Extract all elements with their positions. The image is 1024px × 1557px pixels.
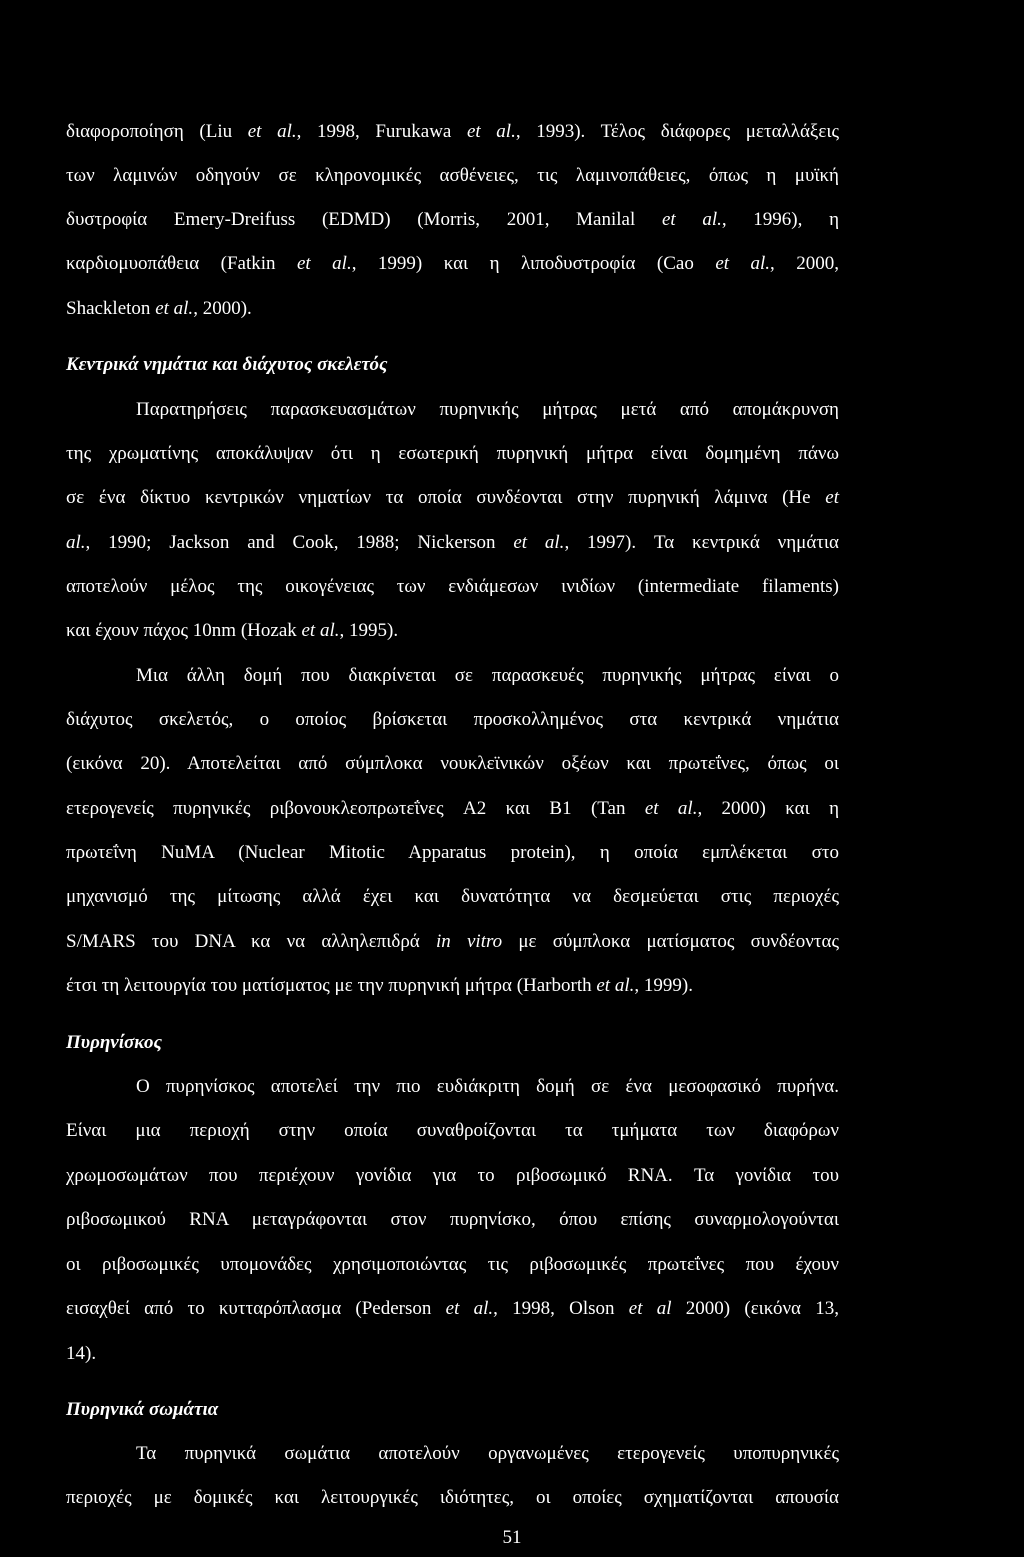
text-line: Shackleton et al., 2000). <box>66 298 252 319</box>
text-line: 14). <box>66 1343 97 1364</box>
text-line: και έχουν πάχος 10nm (Hozak et al., 1995). <box>66 620 399 641</box>
section-heading: Πυρηνικά σωμάτια <box>66 1399 219 1420</box>
page-number: 51 <box>502 1527 522 1548</box>
text-line: εισαχθεί από το κυτταρόπλασμα (Pederson et al., 1998, Olson et al 2000) (εικόνα 13, <box>66 1298 839 1319</box>
text-line: (εικόνα 20). Αποτελείται από σύμπλοκα νουκλεϊνικών οξέων και πρωτεΐνες, όπως οι <box>66 753 839 774</box>
text-line: διαφοροποίηση (Liu et al., 1998, Furukawa et al., 1993). Τέλος διάφορες μεταλλάξεις <box>66 121 840 142</box>
text-line: Είναι μια περιοχή στην οποία συναθροίζονται τα τμήματα των διαφόρων <box>66 1120 839 1141</box>
section-heading: Κεντρικά νημάτια και διάχυτος σκελετός <box>66 354 388 375</box>
text-line: ριβοσωμικού RNA μεταγράφονται στον πυρηνίσκο, όπου επίσης συναρμολογούνται <box>66 1209 839 1230</box>
text-line: Τα πυρηνικά σωμάτια αποτελούν οργανωμένες ετερογενείς υποπυρηνικές <box>136 1443 839 1464</box>
text-line: αποτελούν μέλος της οικογένειας των ενδιάμεσων ινιδίων (intermediate filaments) <box>66 576 839 597</box>
text-line: S/MARS του DNA κα να αλληλεπιδρά in vitro με σύμπλοκα ματίσματος συνδέοντας <box>66 931 839 952</box>
text-line: σε ένα δίκτυο κεντρικών νηματίων τα οποία συνδέονται στην πυρηνική λάμινα (He et <box>66 487 839 508</box>
text-line: al., 1990; Jackson and Cook, 1988; Nickerson et al., 1997). Τα κεντρικά νημάτια <box>66 532 839 553</box>
text-line: χρωμοσωμάτων που περιέχουν γονίδια για το ριβοσωμικό RNA. Τα γονίδια του <box>66 1165 839 1186</box>
text-line: της χρωματίνης αποκάλυψαν ότι η εσωτερική πυρηνική μήτρα είναι δομημένη πάνω <box>66 443 839 464</box>
text-line: οι ριβοσωμικές υπομονάδες χρησιμοποιώντας τις ριβοσωμικές πρωτεΐνες που έχουν <box>66 1254 839 1275</box>
text-line: των λαμινών οδηγούν σε κληρονομικές ασθένειες, τις λαμινοπάθειες, όπως η μυϊκή <box>66 165 839 186</box>
text-line: Παρατηρήσεις παρασκευασμάτων πυρηνικής μήτρας μετά από απομάκρυνση <box>136 399 839 420</box>
text-line: ετερογενείς πυρηνικές ριβονουκλεοπρωτεΐνες A2 και B1 (Tan et al., 2000) και η <box>66 798 840 819</box>
text-line: διάχυτος σκελετός, ο οποίος βρίσκεται προσκολλημένος στα κεντρικά νημάτια <box>66 709 839 730</box>
text-line: έτσι τη λειτουργία του ματίσματος με την πυρηνική μήτρα (Harborth et al., 1999). <box>66 975 693 996</box>
text-line: Ο πυρηνίσκος αποτελεί την πιο ευδιάκριτη δομή σε ένα μεσοφασικό πυρήνα. <box>136 1076 839 1097</box>
text-line: περιοχές με δομικές και λειτουργικές ιδιότητες, οι οποίες σχηματίζονται απουσία <box>66 1487 839 1508</box>
text-line: καρδιομυοπάθεια (Fatkin et al., 1999) και η λιποδυστροφία (Cao et al., 2000, <box>66 253 839 274</box>
section-heading: Πυρηνίσκος <box>66 1032 162 1053</box>
text-line: μηχανισμό της μίτωσης αλλά έχει και δυνατότητα να δεσμεύεται στις περιοχές <box>66 886 839 907</box>
text-line: Μια άλλη δομή που διακρίνεται σε παρασκευές πυρηνικής μήτρας είναι ο <box>136 665 839 686</box>
text-line: πρωτεΐνη NuMA (Nuclear Mitotic Apparatus protein), η οποία εμπλέκεται στο <box>66 842 839 863</box>
text-line: δυστροφία Emery-Dreifuss (EDMD) (Morris, 2001, Manilal et al., 1996), η <box>66 209 840 230</box>
